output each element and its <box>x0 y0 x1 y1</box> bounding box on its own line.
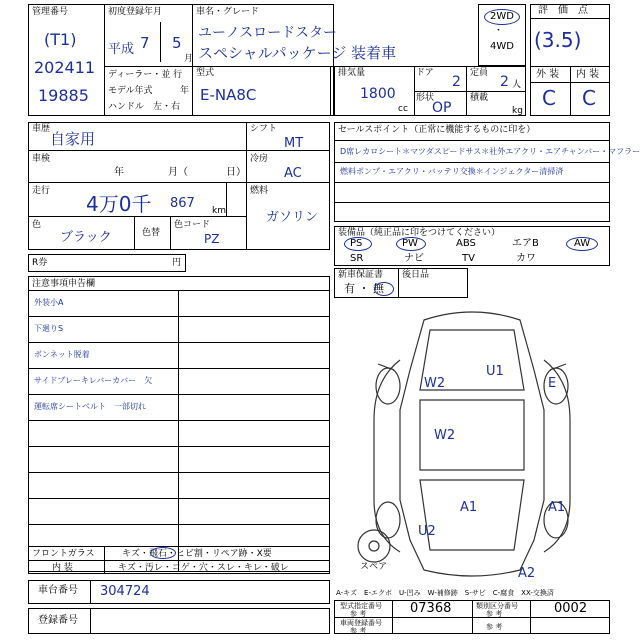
model-ref: 参 考 <box>486 623 503 631</box>
mileage-sub: 867 <box>170 196 195 211</box>
handle-label: ハンドル 左・右 <box>108 102 181 112</box>
class-code-ref: 参 考 <box>486 610 503 618</box>
month-unit: 月 <box>184 54 194 64</box>
reg-label: 初度登録年月 <box>108 7 163 17</box>
disp-value: 1800 <box>360 86 396 102</box>
divider <box>104 546 105 574</box>
reg-year: 7 <box>140 34 150 52</box>
mileage-value: 4万0千 <box>86 192 152 216</box>
mgmt-value-3: 19885 <box>38 86 89 105</box>
door-label: ドア <box>416 68 434 78</box>
interior-value: キズ・汚レ・コゲ・穴・スレ・キレ・破レ <box>118 563 289 573</box>
sales-line-2: 燃料ポンプ・エアクリ・バッテリ交換＊インジェクター清掃済 <box>340 167 564 176</box>
equip-leather: カワ <box>516 253 536 264</box>
divider <box>246 122 247 250</box>
int-label: 内 装 <box>576 69 600 80</box>
damage-mark: W2 <box>424 376 446 391</box>
divider <box>334 182 610 183</box>
equip-tv: TV <box>462 253 475 264</box>
carname-line-1: ユーノスロードスター <box>198 25 338 41</box>
type-code-ref: 参 考 <box>350 610 367 618</box>
divider <box>398 268 399 298</box>
mgmt-value-2: 202411 <box>34 58 96 77</box>
notes-rule <box>28 420 330 421</box>
color-change-label: 色替 <box>142 228 161 238</box>
interior-label: 内 装 <box>52 563 73 573</box>
color-label: 色 <box>32 220 42 230</box>
damage-legend: A-キズ E-エクボ U-凹み W-補修跡 S-サビ C-腐食 XX-交換済 <box>336 589 554 597</box>
divider <box>104 4 105 116</box>
damage-mark: W2 <box>434 428 456 443</box>
divider <box>226 182 227 216</box>
dealer-label: ディーラー・並 行 <box>108 70 183 80</box>
damage-mark: A1 <box>460 500 478 515</box>
divider <box>170 216 171 250</box>
notes-rule <box>28 524 330 525</box>
use-value: 自家用 <box>50 130 96 148</box>
divider <box>530 18 610 19</box>
divider <box>570 66 571 116</box>
notes-label: 注意事項申告欄 <box>32 279 96 289</box>
notes-rule <box>28 498 330 499</box>
carname-label: 車名・グレード <box>196 7 260 17</box>
notes-rule <box>28 368 330 369</box>
mileage-unit: km <box>212 206 226 216</box>
divider <box>90 580 91 604</box>
damage-mark: E <box>548 376 557 391</box>
notes-rule <box>28 472 330 473</box>
drive-4wd: 4WD <box>490 41 514 52</box>
seat-label: 定員 <box>470 68 489 78</box>
equip-aw: AW <box>574 238 591 249</box>
spare-label: スペア <box>360 562 388 572</box>
equip-airbag: エアB <box>512 238 539 249</box>
note-item: ボンネット脱着 <box>34 350 90 359</box>
carname-line-2: スペシャルパッケージ 装着車 <box>198 44 397 62</box>
disp-label: 排気量 <box>338 68 366 78</box>
color-code-label: 色コード <box>174 220 211 230</box>
recycle-label: R券 <box>32 258 48 268</box>
divider <box>90 608 91 634</box>
equip-navi: ナビ <box>404 253 424 264</box>
ac-label: 冷房 <box>250 154 269 164</box>
inspect-year: 年 <box>114 167 124 178</box>
glass-label: フロントガラス <box>32 549 95 559</box>
color-value: ブラック <box>60 230 112 245</box>
seat-value: 2 <box>500 74 509 90</box>
damage-mark: A1 <box>548 500 566 515</box>
chassis-value: 304724 <box>100 584 150 599</box>
divider <box>104 66 192 67</box>
notes-rule <box>28 342 330 343</box>
divider <box>192 66 193 116</box>
equip-pw: PW <box>402 238 418 249</box>
divider <box>246 182 330 183</box>
trunk-panel <box>420 480 524 550</box>
grade-score: (3.5) <box>534 28 582 52</box>
divider <box>178 290 179 572</box>
mgmt-label: 管理番号 <box>32 7 69 17</box>
notes-rule <box>28 446 330 447</box>
divider <box>334 202 610 203</box>
equip-sr: SR <box>350 253 364 264</box>
divider <box>334 162 610 163</box>
reg-month: 5 <box>172 34 182 52</box>
era: 平成 <box>108 42 135 57</box>
damage-mark: A2 <box>518 566 536 581</box>
warranty-value: 有 ・ 無 <box>344 282 384 295</box>
load-label: 積載 <box>470 93 489 103</box>
warranty-circle <box>374 282 394 296</box>
drive-dot: ・ <box>494 26 504 36</box>
divider <box>330 66 331 116</box>
note-item: 下廻りS <box>34 324 64 333</box>
note-item: 外装小A <box>34 298 64 307</box>
mileage-label: 走行 <box>32 186 51 196</box>
disp-unit: cc <box>398 104 408 114</box>
year-unit: 年 <box>180 86 190 96</box>
glass-circle <box>150 547 176 559</box>
class-code-label: 類別区分番号 <box>476 602 518 610</box>
divider <box>160 22 161 62</box>
use-label: 車歴 <box>32 124 51 134</box>
seat-unit: 人 <box>512 80 522 90</box>
equip-label: 装備品（純正品に印をつけてください） <box>338 228 501 238</box>
divider <box>134 216 135 250</box>
type-code-label: 型式指定番号 <box>340 602 382 610</box>
ac-value: AC <box>284 166 302 181</box>
plate-label: 登録番号 <box>38 615 78 626</box>
fuel-value: ガソリン <box>266 210 319 225</box>
warranty-new-label: 新車保証書 <box>338 270 384 280</box>
equip-ps: PS <box>350 238 363 249</box>
reg-id-label: 車両登録番号 <box>340 619 382 627</box>
divider <box>414 91 526 92</box>
ext-label: 外 装 <box>536 69 560 80</box>
door-value: 2 <box>452 74 461 90</box>
class-code-value: 0002 <box>554 601 588 616</box>
sales-label: セールスポイント（正常に機能するものに印を） <box>338 125 536 135</box>
divider <box>28 182 246 183</box>
ext-value: C <box>542 86 556 110</box>
divider <box>530 600 531 634</box>
shift-value: MT <box>284 136 304 151</box>
drive-2wd: 2WD <box>490 11 514 22</box>
notes-rule <box>28 290 330 291</box>
spare-tire <box>358 530 390 562</box>
color-code-value: PZ <box>204 232 220 246</box>
car-diagram <box>334 300 610 584</box>
divider <box>334 140 610 141</box>
load-unit: kg <box>512 106 523 116</box>
note-item: サイドブレーキレバーカバー 欠 <box>34 376 153 385</box>
spare-tire-hub <box>369 541 379 551</box>
shift-label: シフト <box>250 124 278 134</box>
int-value: C <box>582 86 596 110</box>
model-year-label: モデル年式 <box>108 86 153 96</box>
note-item: 運転席シートベルト 一部切れ <box>34 402 146 411</box>
grade-label: 評 価 点 <box>538 5 588 16</box>
divider <box>472 600 473 634</box>
recycle-frame <box>28 254 186 272</box>
sales-line-1: D席レカロシート＊マツダスピードサス＊社外エアクリ・エアチャンバー・マフラー <box>340 147 640 156</box>
glass-value: キズ・飛石・ヒビ割・リペア跡・X要 <box>122 549 272 559</box>
fuel-label: 燃料 <box>250 186 269 196</box>
type-value: E-NA8C <box>200 86 257 104</box>
type-label: 型式 <box>196 68 215 78</box>
damage-mark: U1 <box>486 364 504 379</box>
notes-frame <box>28 276 330 572</box>
divider <box>28 560 330 561</box>
notes-rule <box>28 394 330 395</box>
equip-abs: ABS <box>456 238 476 249</box>
damage-mark: U2 <box>418 524 436 539</box>
type-code-value: 07368 <box>410 601 452 616</box>
reg-id-ref: 参 考 <box>350 627 367 635</box>
inspect-label: 車検 <box>32 154 51 164</box>
inspect-day: 日） <box>226 167 246 178</box>
notes-rule <box>28 316 330 317</box>
left-side-panel <box>374 360 400 552</box>
wheel <box>376 502 400 538</box>
recycle-unit: 円 <box>172 258 182 268</box>
divider <box>392 600 393 634</box>
divider <box>192 66 334 67</box>
shape-value: OP <box>432 100 452 116</box>
inspect-month: 月（ <box>168 167 188 178</box>
divider <box>28 150 246 151</box>
shape-label: 形状 <box>416 93 435 103</box>
chassis-label: 車台番号 <box>38 585 78 596</box>
mgmt-value-1: (T1) <box>44 30 77 49</box>
warranty-after-label: 後日品 <box>402 270 430 280</box>
